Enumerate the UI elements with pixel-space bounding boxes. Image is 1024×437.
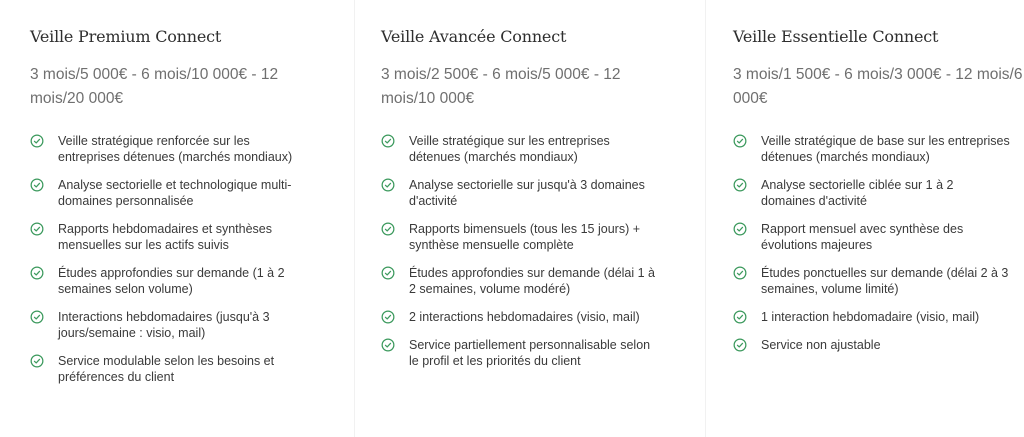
check-circle-icon (733, 310, 747, 324)
feature-item (381, 265, 671, 297)
check-circle-icon (30, 354, 44, 368)
feature-item (381, 133, 671, 165)
feature-item (30, 221, 320, 253)
feature-item (381, 177, 671, 209)
feature-item (733, 309, 1023, 325)
feature-text: Veille stratégique sur les entreprises détenues (marchés mondiaux) (409, 134, 610, 164)
plan-title: Veille Avancée Connect (381, 27, 567, 46)
feature-item (30, 353, 320, 385)
feature-text: Analyse sectorielle et technologique multi-domaines personnalisée (58, 178, 292, 208)
check-circle-icon (381, 134, 395, 148)
plan-title: Veille Premium Connect (30, 27, 222, 46)
column-divider (705, 0, 706, 437)
feature-item (733, 177, 1023, 209)
plan-title: Veille Essentielle Connect (733, 27, 939, 46)
feature-list (30, 133, 320, 397)
plan-advanced (381, 0, 681, 437)
feature-text: Études ponctuelles sur demande (délai 2 à 3 semaines, volume limité) (761, 266, 1009, 296)
feature-text: Service partiellement personnalisable selon le profil et les priorités du client (409, 338, 651, 368)
feature-item (30, 309, 320, 341)
feature-text: Analyse sectorielle sur jusqu'à 3 domaines d'activité (409, 178, 645, 208)
check-circle-icon (733, 134, 747, 148)
feature-text: Rapport mensuel avec synthèse des évolutions majeures (761, 222, 964, 252)
check-circle-icon (733, 222, 747, 236)
feature-text: Analyse sectorielle ciblée sur 1 à 2 domaines d'activité (761, 178, 954, 208)
plan-price: 3 mois/1 500€ - 6 mois/3 000€ - 12 mois/6 000€ (733, 66, 1023, 107)
feature-text: Service modulable selon les besoins et préférences du client (58, 354, 275, 384)
feature-item (381, 309, 671, 325)
check-circle-icon (381, 222, 395, 236)
feature-item (30, 177, 320, 209)
feature-list (381, 133, 671, 381)
feature-text: 1 interaction hebdomadaire (visio, mail) (761, 310, 980, 324)
plan-premium (30, 0, 330, 437)
feature-item (733, 265, 1023, 297)
check-circle-icon (30, 266, 44, 280)
check-circle-icon (30, 134, 44, 148)
plan-price: 3 mois/5 000€ - 6 mois/10 000€ - 12 mois/20 000€ (30, 66, 279, 107)
check-circle-icon (733, 338, 747, 352)
feature-text: Veille stratégique renforcée sur les entreprises détenues (marchés mondiaux) (58, 134, 293, 164)
feature-text: Études approfondies sur demande (1 à 2 semaines selon volume) (58, 266, 285, 296)
feature-text: Interactions hebdomadaires (jusqu'à 3 jours/semaine : visio, mail) (58, 310, 270, 340)
check-circle-icon (30, 178, 44, 192)
check-circle-icon (30, 310, 44, 324)
feature-item (733, 337, 1023, 353)
feature-text: Veille stratégique de base sur les entreprises détenues (marchés mondiaux) (761, 134, 1010, 164)
check-circle-icon (381, 338, 395, 352)
check-circle-icon (381, 310, 395, 324)
check-circle-icon (381, 266, 395, 280)
feature-item (733, 133, 1023, 165)
check-circle-icon (733, 266, 747, 280)
column-divider (354, 0, 355, 437)
feature-item (733, 221, 1023, 253)
feature-text: Service non ajustable (761, 338, 881, 352)
feature-text: Rapports bimensuels (tous les 15 jours) + synthèse mensuelle complète (409, 222, 641, 252)
feature-text: Rapports hebdomadaires et synthèses mensuelles sur les actifs suivis (58, 222, 273, 252)
feature-item (381, 337, 671, 369)
feature-item (30, 133, 320, 165)
feature-text: 2 interactions hebdomadaires (visio, mail) (409, 310, 640, 324)
plan-essential (733, 0, 1024, 437)
check-circle-icon (381, 178, 395, 192)
feature-item (30, 265, 320, 297)
feature-item (381, 221, 671, 253)
check-circle-icon (30, 222, 44, 236)
feature-list (733, 133, 1023, 365)
check-circle-icon (733, 178, 747, 192)
feature-text: Études approfondies sur demande (délai 1 à 2 semaines, volume modéré) (409, 266, 655, 296)
plan-price: 3 mois/2 500€ - 6 mois/5 000€ - 12 mois/10 000€ (381, 66, 621, 107)
